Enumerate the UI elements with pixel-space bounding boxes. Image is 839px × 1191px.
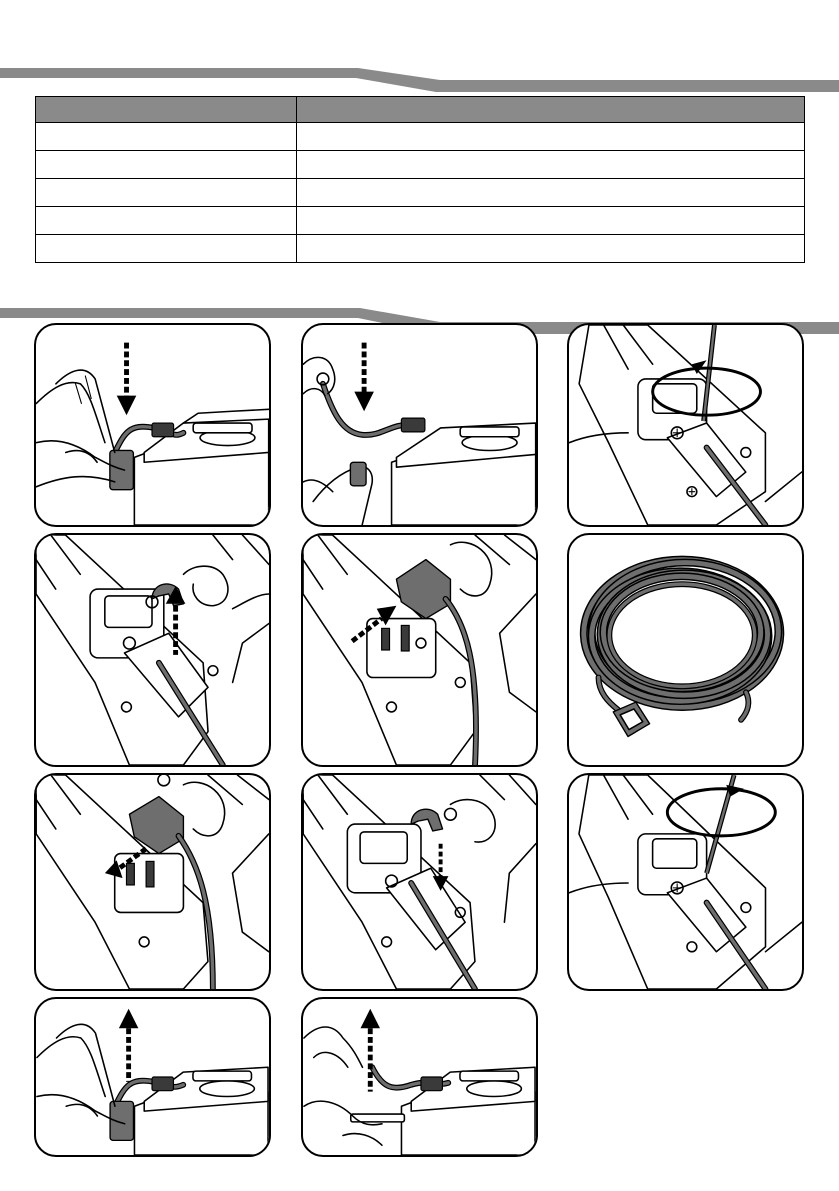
illustration-plug-inserted — [303, 325, 536, 525]
step-panel-1 — [34, 323, 271, 527]
step-panel-3 — [567, 323, 804, 527]
table-cell — [36, 123, 297, 151]
table-row — [36, 179, 805, 207]
table-cell — [297, 123, 805, 151]
table-row — [36, 123, 805, 151]
illustration-insert-plug — [36, 325, 269, 525]
illustration-lift-clamp — [36, 535, 269, 765]
illustration-push-connector — [303, 535, 536, 765]
step-panel-5 — [301, 533, 538, 767]
table-cell — [297, 151, 805, 179]
illustration-pull-plug-up — [36, 999, 269, 1155]
table-row — [36, 235, 805, 263]
table-header-cell — [297, 97, 805, 123]
cable-coil — [584, 560, 781, 707]
illustration-lower-clamp — [303, 775, 536, 989]
spec-table — [35, 96, 805, 263]
table-cell — [297, 207, 805, 235]
table-header-row — [36, 97, 805, 123]
step-panel-2 — [301, 323, 538, 527]
step-panel-7 — [34, 773, 271, 991]
section-header-band-top — [0, 66, 839, 92]
table-header-cell — [36, 97, 297, 123]
table-cell — [36, 235, 297, 263]
table-cell — [297, 235, 805, 263]
illustration-coiled-cable — [569, 535, 802, 765]
table-row — [36, 151, 805, 179]
illustration-pull-connector — [36, 775, 269, 989]
arrow-up-icon — [119, 1009, 139, 1082]
table-row — [36, 207, 805, 235]
table-cell — [297, 179, 805, 207]
illustration-unscrew — [569, 325, 802, 525]
step-panel-8 — [301, 773, 538, 991]
step-panel-10 — [34, 997, 271, 1157]
illustration-plug-removed — [303, 999, 536, 1155]
arrow-down-icon — [117, 343, 137, 416]
step-panel-4 — [34, 533, 271, 767]
table-cell — [36, 179, 297, 207]
illustration-screw-in — [569, 775, 802, 989]
step-panel-9 — [567, 773, 804, 991]
arrow-down-icon — [354, 343, 374, 412]
step-panel-11 — [301, 997, 538, 1157]
step-panel-6 — [567, 533, 804, 767]
table-cell — [36, 151, 297, 179]
table-cell — [36, 207, 297, 235]
